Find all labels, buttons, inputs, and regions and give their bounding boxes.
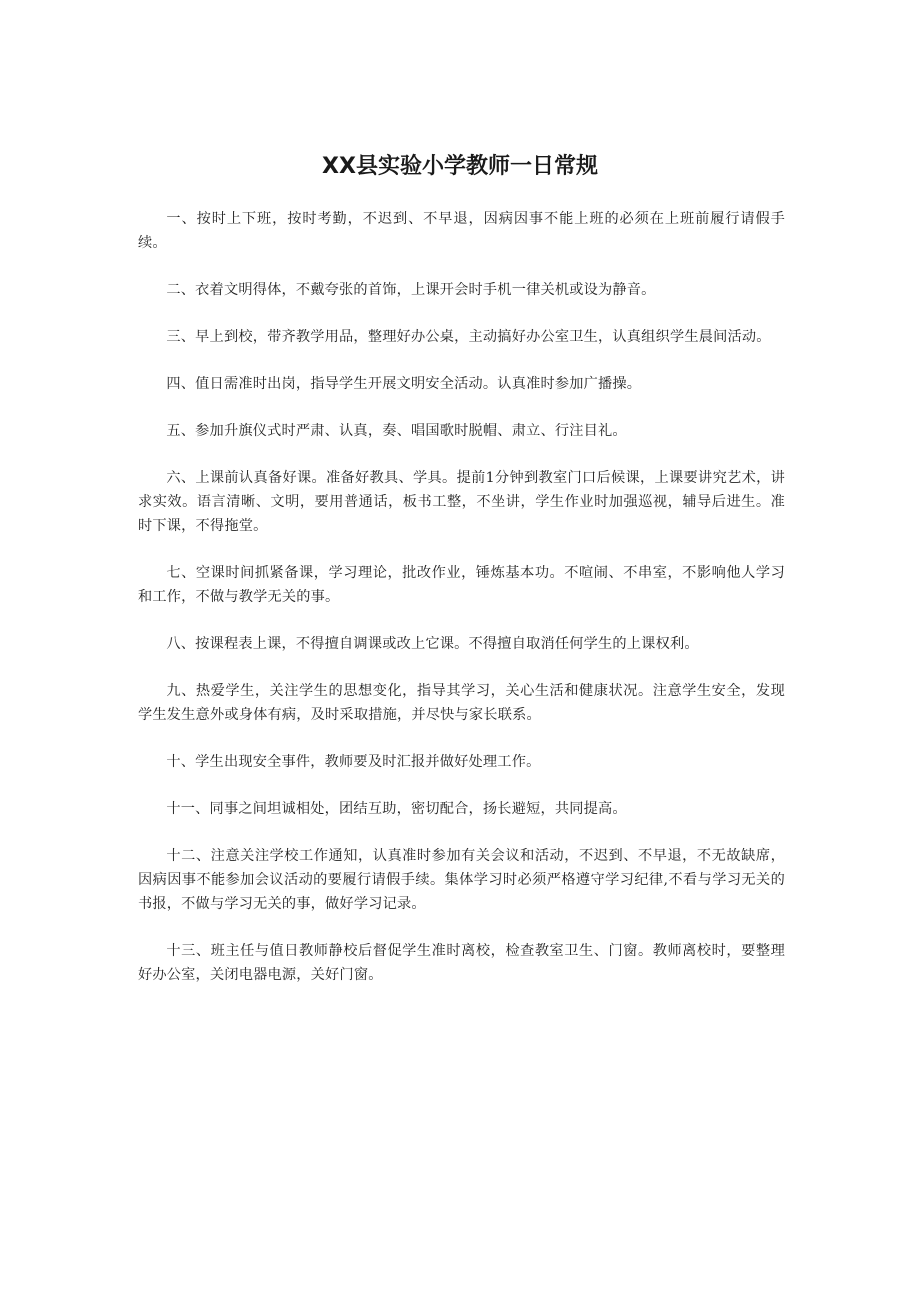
rule-paragraph-1: 一、按时上下班，按时考勤，不迟到、不早退，因病因事不能上班的必须在上班前履行请假手续。	[138, 211, 785, 251]
rule-paragraph-12: 十二、注意关注学校工作通知，认真准时参加有关会议和活动，不迟到、不早退，不无故缺席，因病因事不能参加会议活动的要履行请假手续。集体学习时必须严格遵守学习纪律,不看与学习无关的书报，不做与学习无关的事，做好学习记录。	[138, 848, 785, 912]
rule-paragraph-4: 四、值日需准时出岗，指导学生开展文明安全活动。认真准时参加广播操。	[166, 376, 642, 392]
document-title: XX县实验小学教师一日常规	[322, 154, 598, 179]
rule-paragraph-2: 二、衣着文明得体，不戴夸张的首饰，上课开会时手机一律关机或设为静音。	[166, 282, 656, 298]
rule-paragraph-8: 八、按课程表上课，不得擅自调课或改上它课。不得擅自取消任何学生的上课权利。	[166, 636, 699, 652]
rule-paragraph-13: 十三、班主任与值日教师静校后督促学生准时离校，检查教室卫生、门窗。教师离校时，要整理好办公室，关闭电器电源，关好门窗。	[138, 943, 785, 983]
rule-paragraph-7: 七、空课时间抓紧备课，学习理论，批改作业，锤炼基本功。不喧闹、不串室，不影响他人学习和工作，不做与教学无关的事。	[138, 565, 785, 605]
rule-paragraph-3: 三、早上到校，带齐教学用品，整理好办公桌，主动搞好办公室卫生，认真组织学生晨间活动。	[166, 329, 771, 345]
rule-paragraph-10: 十、学生出现安全事件，教师要及时汇报并做好处理工作。	[166, 754, 541, 770]
rule-paragraph-5: 五、参加升旗仪式时严肃、认真，奏、唱国歌时脱帽、肃立、行注目礼。	[166, 423, 627, 439]
rule-paragraph-9: 九、热爱学生，关注学生的思想变化，指导其学习，关心生活和健康状况。注意学生安全，发现学生发生意外或身体有病，及时采取措施，并尽快与家长联系。	[138, 683, 785, 723]
rule-paragraph-6: 六、上课前认真备好课。准备好教具、学具。提前1分钟到教室门口后候课，上课要讲究艺术，讲求实效。语言清晰、文明，要用普通话，板书工整，不坐讲，学生作业时加强巡视，辅导后进生。准时下课，不得拖堂。	[138, 470, 785, 534]
rule-paragraph-11: 十一、同事之间坦诚相处，团结互助，密切配合，扬长避短，共同提高。	[166, 801, 627, 817]
document-body	[138, 207, 785, 1010]
